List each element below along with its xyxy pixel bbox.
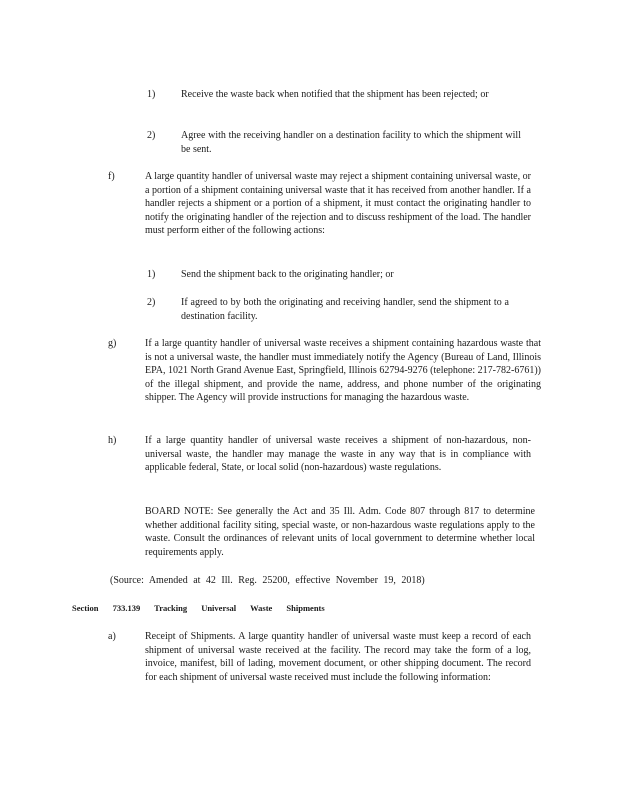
board-note: BOARD NOTE: See generally the Act and 35 Ill. Adm. Code 807 through 817 to determine whether additional facility siting, special waste, or non-hazardous waste regulations apply to the waste. Consult the ordinances of relevant units of local government to determine whether local requirements apply. <box>145 506 535 558</box>
section-heading: Section 733.139 Tracking Universal Waste Shipments <box>72 603 325 613</box>
item-text: Receive the waste back when notified that the shipment has been rejected; or <box>181 89 489 100</box>
subsection-text: A large quantity handler of universal waste may reject a shipment containing universal waste, or a portion of a shipment containing universal waste that it has received from another handler. If a handler rejects a shipment or a portion of a shipment, it must contact the originating handler to notify the originating handler of the rejection and to discuss reshipment of the load. The handler must perform either of the following actions: <box>145 171 531 237</box>
subsection-text: If a large quantity handler of universal waste receives a shipment of non-hazardous, non-universal waste, the handler may manage the waste in any way that is in compliance with applicable federal, State, or local solid (non-hazardous) waste regulations. <box>145 435 531 474</box>
subsection-label: f) <box>108 171 115 182</box>
subsection-text: Receipt of Shipments. A large quantity handler of universal waste must keep a record of each shipment of universal waste received at the facility. The record may take the form of a log, invoice, manifest, bill of lading, movement document, or other shipping document. The record for each shipment of universal waste received must include the following information: <box>145 631 531 683</box>
subsection-label: h) <box>108 435 117 446</box>
item-label: 2) <box>147 130 156 141</box>
item-text: Send the shipment back to the originating handler; or <box>181 269 394 280</box>
item-label: 2) <box>147 297 156 308</box>
source-note: (Source: Amended at 42 Ill. Reg. 25200, effective November 19, 2018) <box>110 575 425 586</box>
subsection-label: g) <box>108 338 117 349</box>
subsection-label: a) <box>108 631 116 642</box>
item-text: If agreed to by both the originating and receiving handler, send the shipment to a destination facility. <box>181 297 509 322</box>
subsection-text: If a large quantity handler of universal waste receives a shipment containing hazardous waste that is not a universal waste, the handler must immediately notify the Agency (Bureau of Land, Illinois EPA, 1021 North Grand Avenue East, Springfield, Illinois 62794-9276 (telephone: 217-782-6761)) of the illegal shipment, and provide the name, address, and phone number of the originating shipper. The Agency will provide instructions for managing the hazardous waste. <box>145 338 541 404</box>
item-label: 1) <box>147 89 156 100</box>
item-text: Agree with the receiving handler on a destination facility to which the shipment will be sent. <box>181 130 521 155</box>
item-label: 1) <box>147 269 156 280</box>
